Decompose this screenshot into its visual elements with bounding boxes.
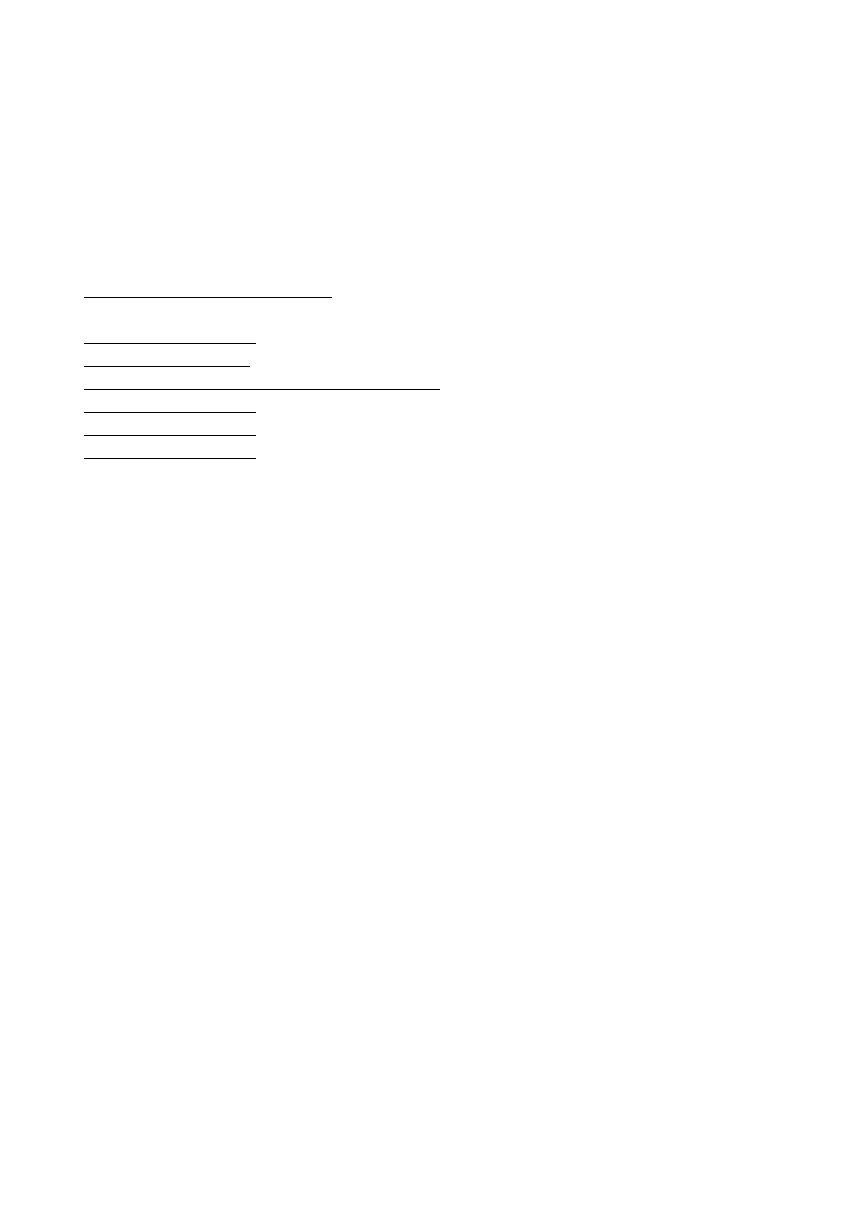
fill-blank[interactable] bbox=[84, 423, 256, 436]
fill-blank[interactable] bbox=[84, 331, 256, 344]
fill-blank[interactable] bbox=[84, 285, 204, 298]
condition-4 bbox=[84, 400, 256, 419]
fill-blank[interactable] bbox=[262, 377, 440, 390]
fill-blank[interactable] bbox=[84, 400, 256, 413]
fill-blank[interactable] bbox=[84, 446, 256, 459]
condition-5 bbox=[84, 423, 256, 442]
condition-6 bbox=[84, 446, 256, 465]
condition-2 bbox=[84, 354, 250, 373]
condition-1 bbox=[84, 331, 256, 350]
fill-blank[interactable] bbox=[84, 354, 250, 367]
fill-blank[interactable] bbox=[204, 285, 332, 298]
fill-blank[interactable] bbox=[84, 377, 262, 390]
condition-3 bbox=[84, 377, 440, 396]
definition-line bbox=[84, 285, 332, 304]
